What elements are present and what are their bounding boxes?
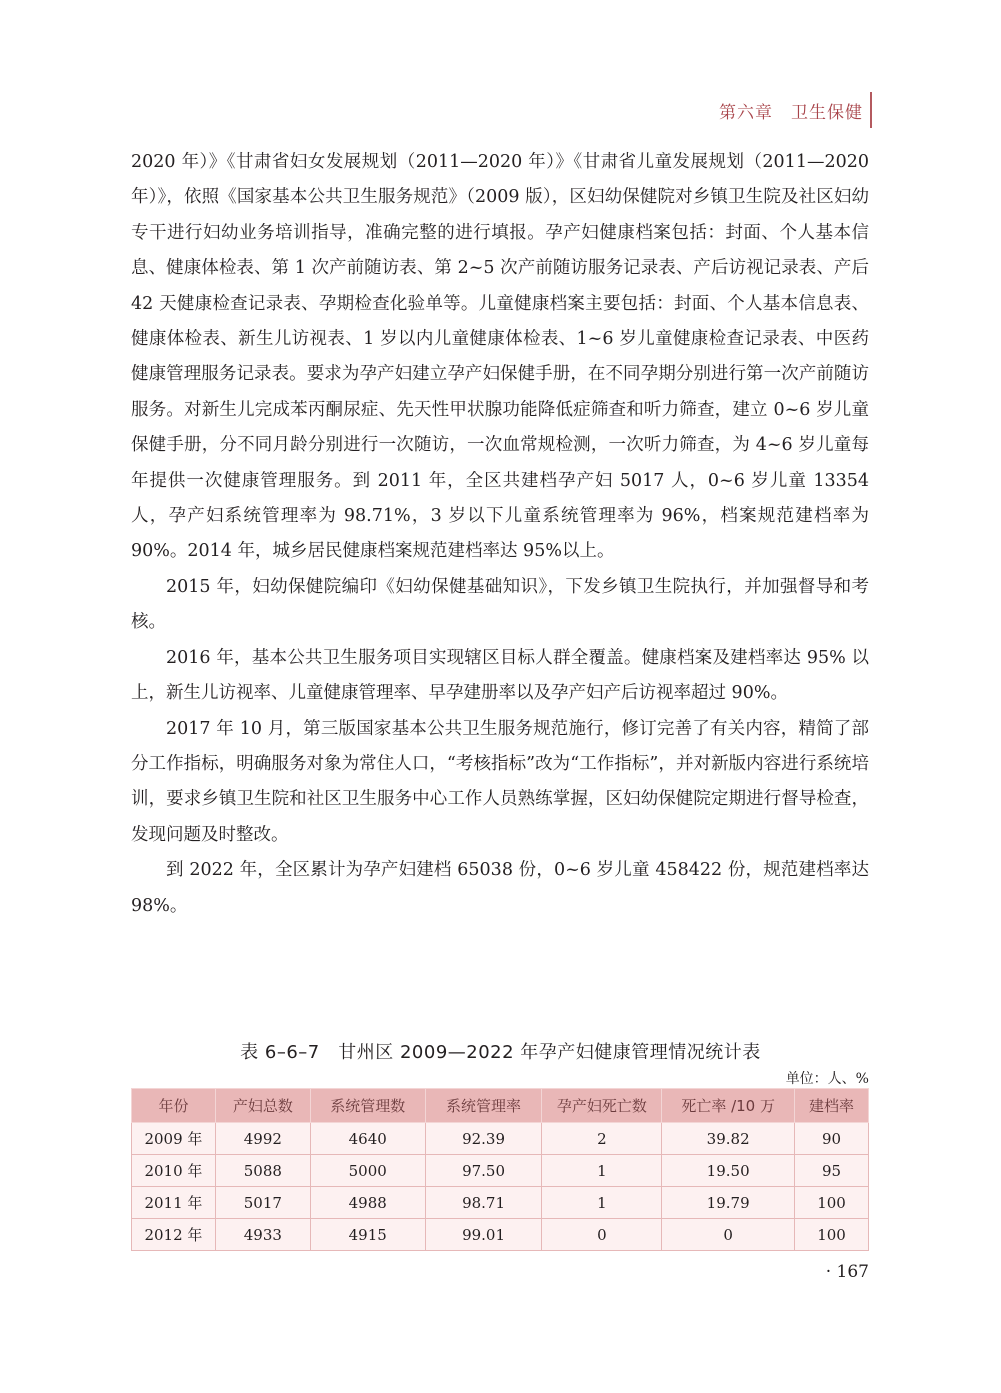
table-cell: 95: [795, 1155, 869, 1187]
table-cell: 39.82: [662, 1123, 795, 1155]
table-header-row: [132, 1089, 869, 1123]
table-row: [132, 1219, 869, 1251]
paragraph-3: 2016 年，基本公共卫生服务项目实现辖区目标人群全覆盖。健康档案及建档率达 95% 以上，新生儿访视率、儿童健康管理率、早孕建册率以及孕产妇产后访视率超过 90%。: [131, 647, 869, 704]
header-managed-count: 系统管理数: [310, 1089, 425, 1123]
table-cell: 2: [542, 1123, 662, 1155]
running-head: 第六章 卫生保健: [719, 103, 863, 123]
body-text: [131, 145, 869, 924]
table-cell: 92.39: [425, 1123, 542, 1155]
table-cell: 1: [542, 1155, 662, 1187]
header-managed-rate: 系统管理率: [425, 1089, 542, 1123]
header-record-rate: 建档率: [795, 1089, 869, 1123]
table-cell: 5088: [215, 1155, 310, 1187]
table-cell: 19.79: [662, 1187, 795, 1219]
header-death-rate: 死亡率 /10 万: [662, 1089, 795, 1123]
table-cell: 2010 年: [132, 1155, 216, 1187]
page-number: · 167: [825, 1262, 869, 1282]
paragraph-2: 2015 年，妇幼保健院编印《妇幼保健基础知识》，下发乡镇卫生院执行，并加强督导和考核。: [131, 576, 869, 633]
table-cell: 4933: [215, 1219, 310, 1251]
table-cell: 2012 年: [132, 1219, 216, 1251]
table-cell: 4992: [215, 1123, 310, 1155]
table-row: [132, 1123, 869, 1155]
table-cell: 100: [795, 1219, 869, 1251]
table-cell: 0: [542, 1219, 662, 1251]
table-cell: 90: [795, 1123, 869, 1155]
table-cell: 4988: [310, 1187, 425, 1219]
table-cell: 5000: [310, 1155, 425, 1187]
table-cell: 99.01: [425, 1219, 542, 1251]
table-cell: 100: [795, 1187, 869, 1219]
table-cell: 1: [542, 1187, 662, 1219]
table-cell: 19.50: [662, 1155, 795, 1187]
paragraph-4: 2017 年 10 月，第三版国家基本公共卫生服务规范施行，修订完善了有关内容，精简了部分工作指标，明确服务对象为常住人口，“考核指标”改为“工作指标”，并对新版内容进行系统培训，要求乡镇卫生院和社区卫生服务中心工作人员熟练掌握，区妇幼保健院定期进行督导检查，发现问题及时整改。: [131, 718, 869, 845]
table-caption: 表 6–6–7 甘州区 2009—2022 年孕产妇健康管理情况统计表: [240, 1042, 761, 1063]
table-cell: 2009 年: [132, 1123, 216, 1155]
table-unit: 单位：人、%: [785, 1071, 869, 1087]
header-total-mothers: 产妇总数: [215, 1089, 310, 1123]
paragraph-1: 2020 年）》《甘肃省妇女发展规划（2011—2020 年）》《甘肃省儿童发展规划（2011—2020 年）》，依照《国家基本公共卫生服务规范》（2009 版），区妇幼保健院对乡镇卫生院及社区妇幼专干进行妇幼业务培训指导，准确完整的进行填报。孕产妇健康档案包括：封面、个人基本信息、健康体检表、第 1 次产前随访表、第 2~5 次产前随访服务记录表、产后访视记录表、产后 42 天健康检查记录表、孕期检查化验单等。儿童健康档案主要包括：封面、个人基本信息表、健康体检表、新生儿访视表、1 岁以内儿童健康体检表、1~6 岁儿童健康检查记录表、中医药健康管理服务记录表。要求为孕产妇建立孕产妇保健手册，在不同孕期分别进行第一次产前随访服务。对新生儿完成苯丙酮尿症、先天性甲状腺功能降低症筛查和听力筛查，建立 0~6 岁儿童保健手册，分不同月龄分别进行一次随访，一次血常规检测，一次听力筛查，为 4~6 岁儿童每年提供一次健康管理服务。到 2011 年，全区共建档孕产妇 5017 人，0~6 岁儿童 13354 人，孕产妇系统管理率为 98.71%，3 岁以下儿童系统管理率为 96%，档案规范建档率为 90%。2014 年，城乡居民健康档案规范建档率达 95%以上。: [131, 152, 869, 562]
table-row: [132, 1155, 869, 1187]
table-row: [132, 1187, 869, 1219]
header-year: 年份: [132, 1089, 216, 1123]
running-head-divider: [870, 92, 872, 128]
table-cell: 5017: [215, 1187, 310, 1219]
maternal-health-table: [131, 1088, 869, 1251]
table-cell: 97.50: [425, 1155, 542, 1187]
table-cell: 4640: [310, 1123, 425, 1155]
table-cell: 4915: [310, 1219, 425, 1251]
table-cell: 2011 年: [132, 1187, 216, 1219]
header-death-count: 孕产妇死亡数: [542, 1089, 662, 1123]
paragraph-5: 到 2022 年，全区累计为孕产妇建档 65038 份，0~6 岁儿童 458422 份，规范建档率达 98%。: [131, 860, 869, 916]
table-cell: 98.71: [425, 1187, 542, 1219]
table-cell: 0: [662, 1219, 795, 1251]
